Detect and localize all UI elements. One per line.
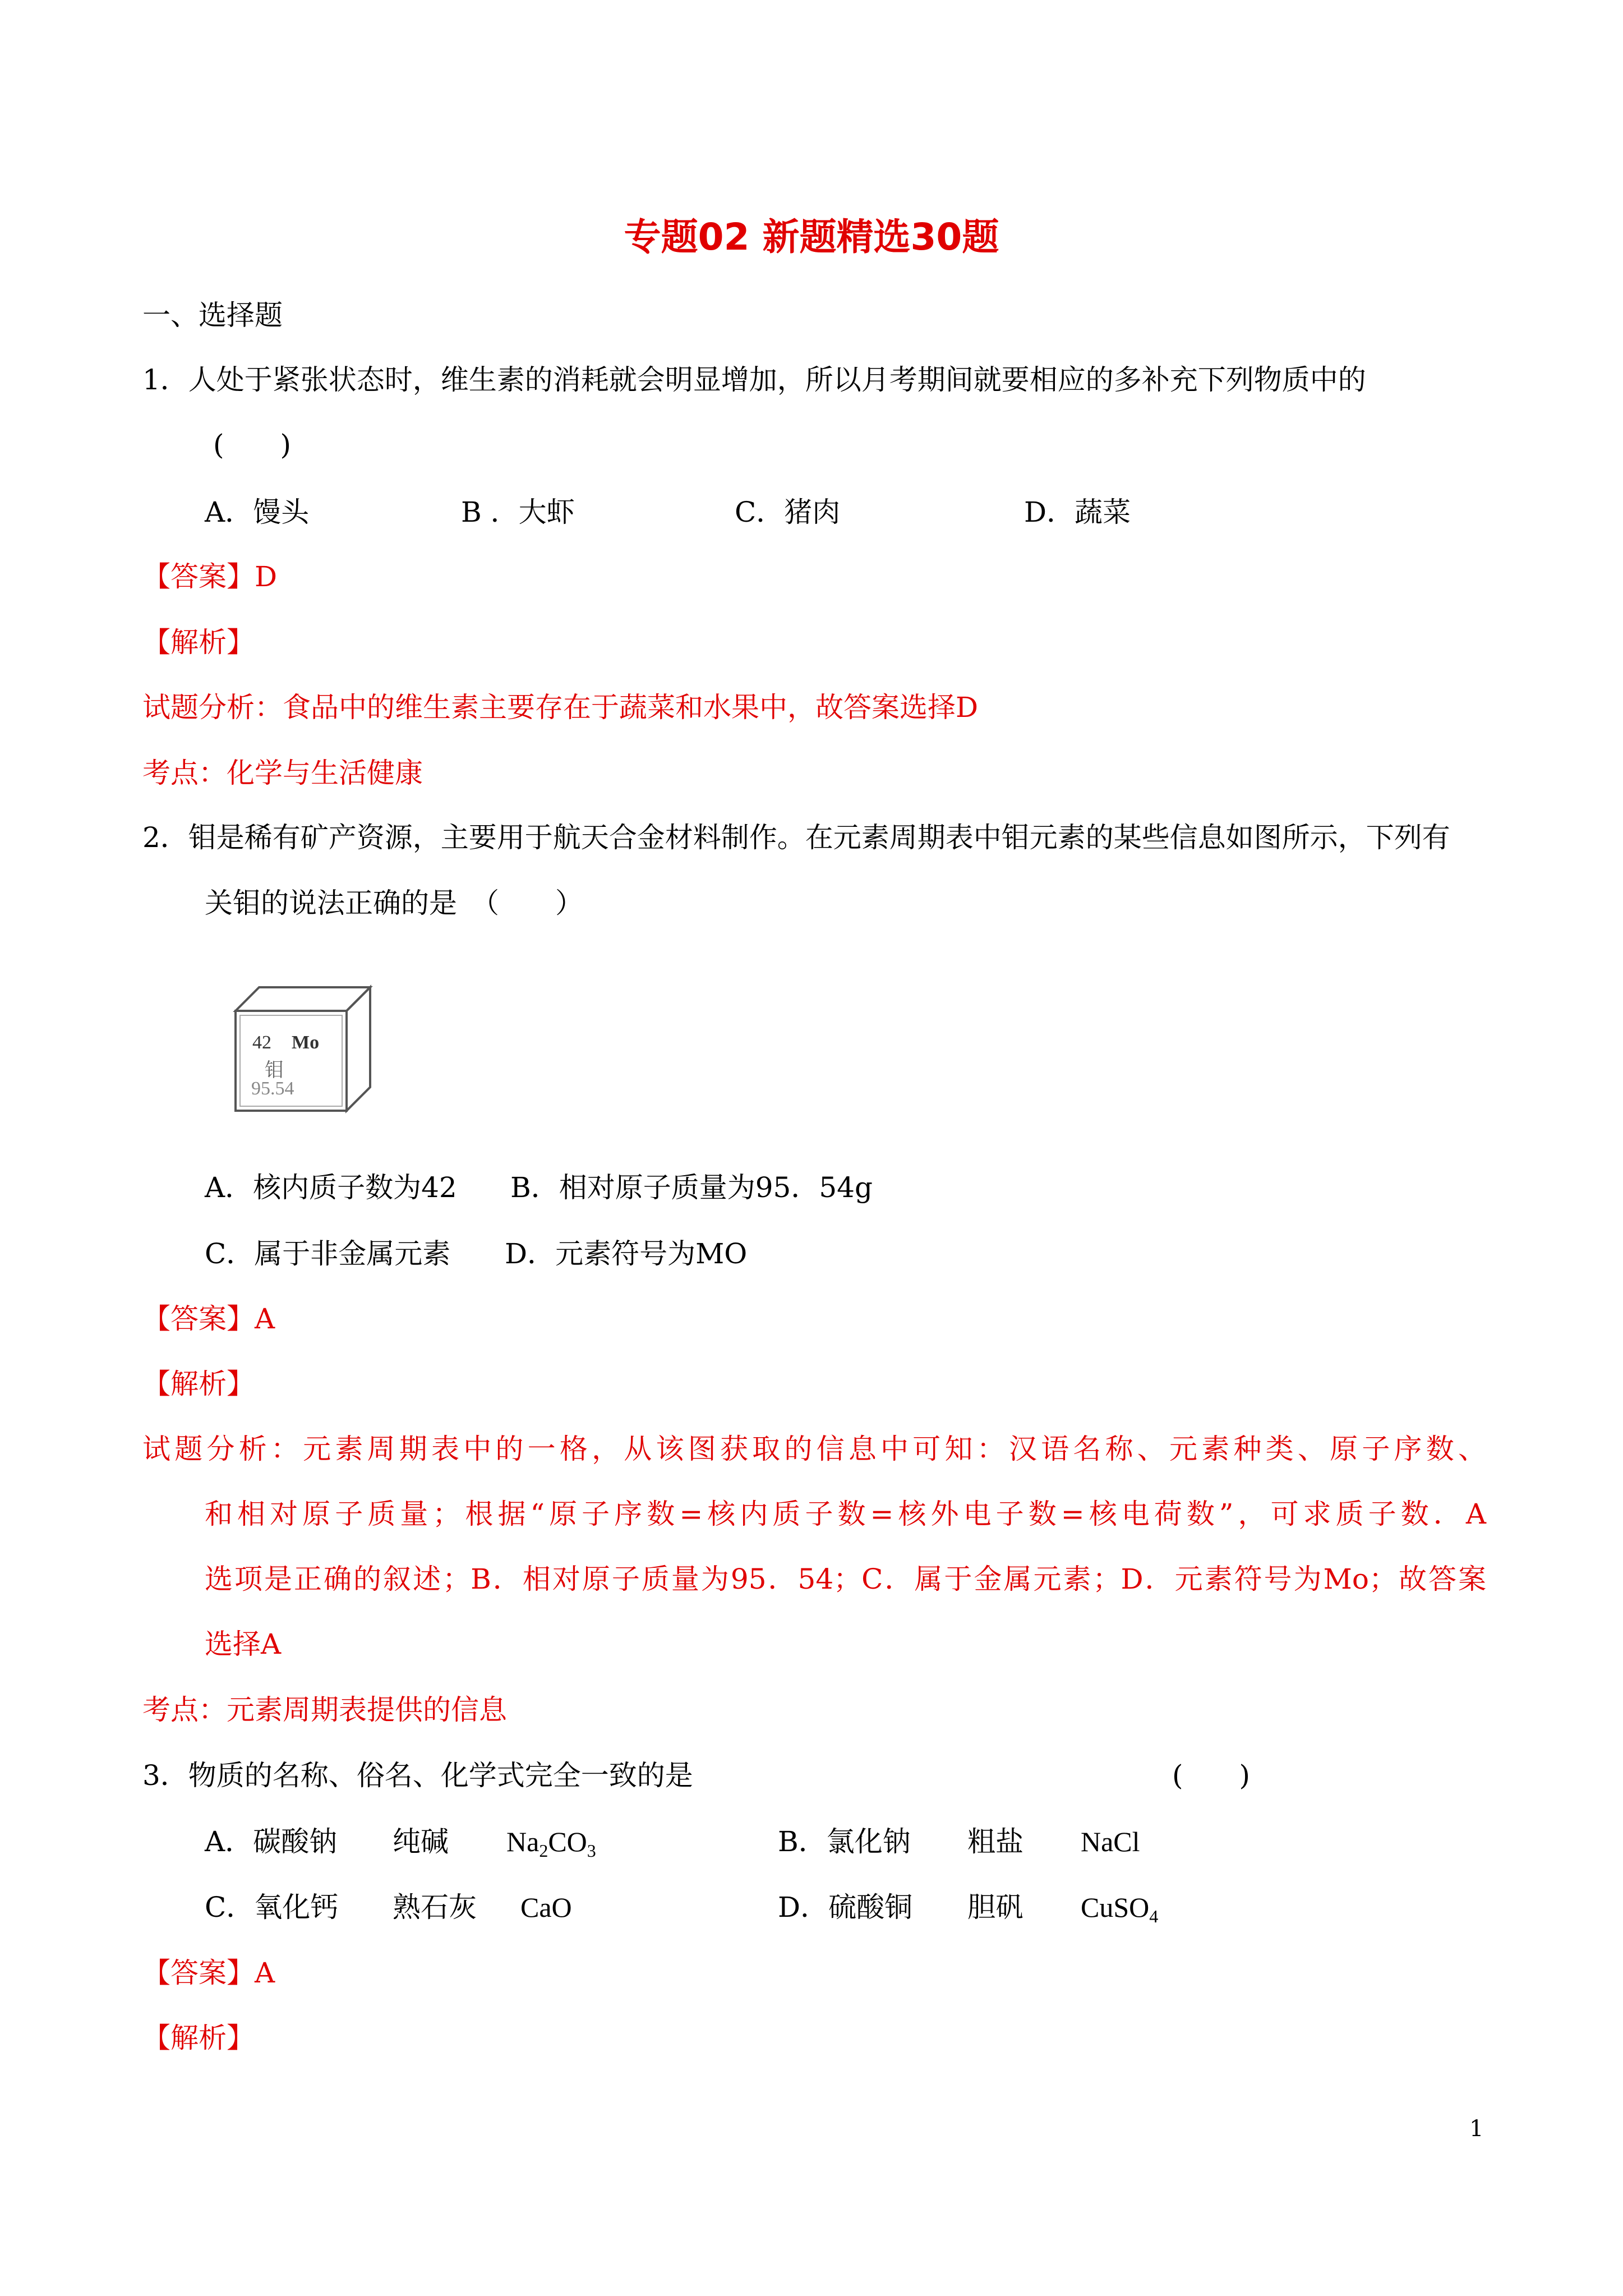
formula-part: CuSO — [1081, 1892, 1150, 1923]
section-heading: 一、选择题 — [142, 299, 283, 332]
q1-analysis-heading: 【解析】 — [142, 626, 255, 659]
q3-option-a-name: A．碳酸钠 — [205, 1825, 338, 1858]
q2-analysis-line3: 选项是正确的叙述；B．相对原子质量为95．54；C．属于金属元素；D．元素符号为Mo；故答案 — [205, 1563, 1486, 1595]
q3-stem: 3．物质的名称、俗名、化学式完全一致的是 — [142, 1759, 693, 1792]
formula-part: CO — [548, 1826, 587, 1857]
q2-analysis-heading: 【解析】 — [142, 1368, 255, 1400]
q3-option-c-name: C．氧化钙 — [205, 1891, 339, 1924]
q2-answer: 【答案】A — [142, 1303, 275, 1335]
q2-point: 考点：元素周期表提供的信息 — [142, 1694, 507, 1726]
page-title: 专题02 新题精选30题 — [624, 215, 999, 259]
q1-analysis: 试题分析：食品中的维生素主要存在于蔬菜和水果中，故答案选择D — [142, 691, 979, 724]
q2-option-d: D．元素符号为MO — [505, 1237, 748, 1270]
q3-option-a-common-name: 纯碱 — [393, 1825, 449, 1858]
q1-paren: ( ) — [213, 429, 292, 461]
q3-paren: ( ) — [1172, 1759, 1251, 1792]
q3-option-d-formula — [1081, 1888, 1158, 1927]
q2-stem-line2: 关钼的说法正确的是 （ ） — [205, 887, 583, 919]
q1-option-b: B ．大虾 — [461, 496, 575, 528]
q1-option-c: C．猪肉 — [735, 496, 841, 528]
q3-option-c-common-name: 熟石灰 — [393, 1891, 477, 1924]
q2-analysis-line1: 试题分析：元素周期表中的一格，从该图获取的信息中可知：汉语名称、元素种类、原子序数、 — [142, 1433, 1486, 1465]
q2-option-c: C．属于非金属元素 — [205, 1237, 451, 1270]
page-number: 1 — [1469, 2116, 1484, 2142]
q2-analysis-line2: 和相对原子质量；根据“原子序数=核内质子数=核外电子数=核电荷数”，可求质子数．A — [205, 1498, 1486, 1530]
formula-subscript: 2 — [539, 1841, 548, 1861]
q2-stem-line1: 2．钼是稀有矿产资源，主要用于航天合金材料制作。在元素周期表中钼元素的某些信息如图所示，下列有 — [142, 821, 1450, 854]
q3-answer: 【答案】A — [142, 1957, 275, 1989]
q1-answer: 【答案】D — [142, 560, 278, 593]
formula-subscript: 3 — [587, 1841, 596, 1861]
q2-option-a: A．核内质子数为42 — [205, 1171, 457, 1204]
q1-stem: 1．人处于紧张状态时，维生素的消耗就会明显增加，所以月考期间就要相应的多补充下列物质中的 — [142, 364, 1366, 396]
q2-analysis-line4: 选择A — [205, 1628, 282, 1660]
q3-option-d-name: D．硫酸铜 — [778, 1891, 913, 1924]
element-atomic-mass: 95.54 — [251, 1078, 294, 1099]
q2-option-b: B．相对原子质量为95．54g — [510, 1171, 873, 1204]
q3-option-b-name: B．氯化钠 — [778, 1825, 911, 1858]
q1-option-a: A．馒头 — [205, 496, 310, 528]
q1-option-d: D．蔬菜 — [1024, 496, 1131, 528]
q3-option-c-formula: CaO — [520, 1892, 572, 1923]
q3-analysis-heading: 【解析】 — [142, 2022, 255, 2054]
formula-part: Na — [506, 1826, 540, 1857]
q3-option-d-common-name: 胆矾 — [967, 1891, 1023, 1924]
element-name: 钼 — [265, 1059, 284, 1082]
q3-option-b-formula: NaCl — [1081, 1826, 1140, 1857]
q3-option-a-formula — [506, 1822, 596, 1861]
formula-subscript: 4 — [1149, 1906, 1159, 1926]
q3-option-b-common-name: 粗盐 — [967, 1825, 1023, 1858]
element-symbol: Mo — [292, 1032, 320, 1053]
periodic-table-cell-figure — [230, 982, 376, 1116]
q1-point: 考点：化学与生活健康 — [142, 757, 423, 789]
element-atomic-number: 42 — [252, 1032, 271, 1053]
